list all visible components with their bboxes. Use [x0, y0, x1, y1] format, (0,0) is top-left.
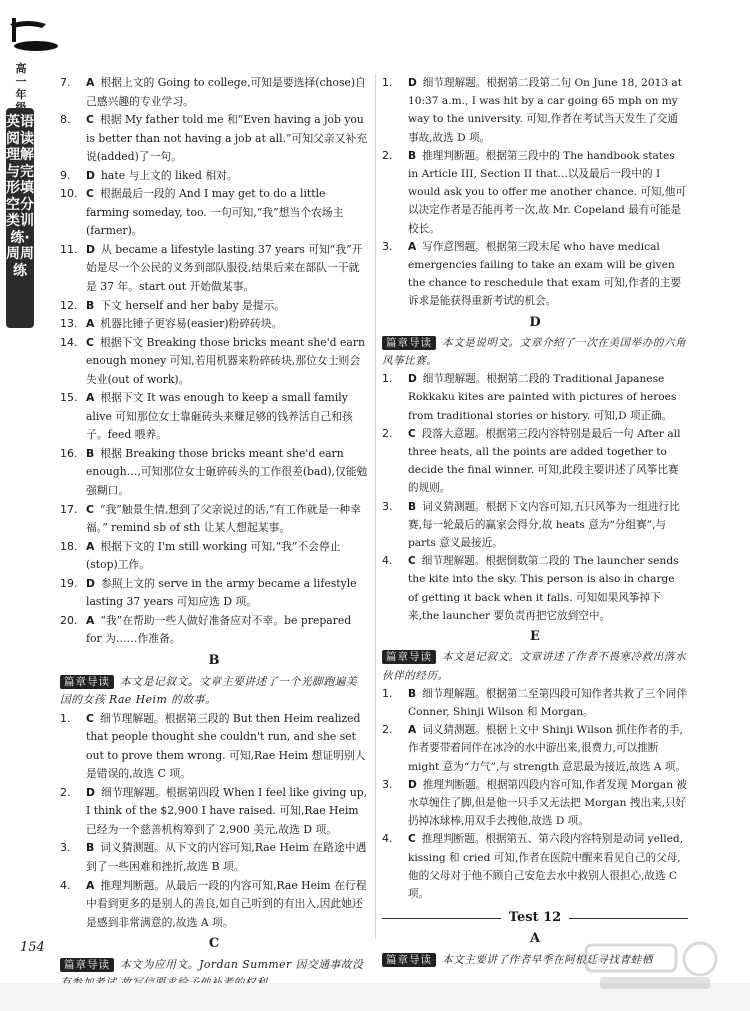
explanation-text: “我”在帮助一些人做好准备应对不幸。be prepared for 为……作准备。	[86, 613, 352, 646]
explanation-text: 细节理解题。根据第四段 When I feel like giving up, I think of the $2,900 I have raised. 可知,Rae Heim 已经为一个慈善机构筹到了 2,900 美元,故选 D 项。	[86, 785, 368, 836]
explanation-text: 根据下文 Breaking those bricks meant she'd earn enough money 可知,若用机器来粉碎砖块,那位女士则会失业(out of work)。	[86, 335, 365, 386]
explanation-text: 细节理解题。根据倒数第二段的 The launcher sends the kite into the sky. This person is also in charge of getting it back when it falls. 可知如果风筝掉下来,the launcher 要负责再把它放到空中。	[408, 555, 679, 622]
answer-letter: A	[86, 391, 95, 405]
guide-badge: 篇章导读	[382, 953, 436, 967]
answer-item	[60, 445, 368, 501]
answer-letter: A	[86, 317, 95, 331]
answer-letter: C	[408, 555, 416, 568]
answer-item	[382, 498, 688, 553]
answer-item	[60, 315, 368, 334]
answer-letter: D	[86, 576, 95, 590]
lamp-logo-icon	[8, 16, 68, 56]
answer-letter: A	[408, 240, 417, 253]
answer-item	[60, 710, 368, 784]
explanation-text: 机器比锤子更容易(easier)粉碎砖块。	[100, 317, 283, 331]
item-number: 3.	[382, 777, 393, 791]
guide-badge: 篇章导读	[382, 336, 436, 350]
answer-letter: B	[86, 841, 95, 855]
item-number: 11.	[60, 242, 78, 256]
series-title: 英语阅读理解与完形填空分类训练·周周练	[6, 108, 34, 328]
item-number: 3.	[382, 239, 393, 253]
explanation-text: 词义猜测题。从下文的内容可知,Rae Heim 在路途中遇到了一些困难和挫折,故选 B 项。	[86, 841, 367, 873]
test-heading	[382, 909, 688, 927]
explanation-text: 从 became a lifestyle lasting 37 years 可知“我”开始是尽一个公民的义务到部队服役,结果后来在部队一干就是 37 年。start out 开始做某事。	[86, 242, 363, 294]
guide-badge: 篇章导读	[60, 675, 114, 689]
section-letter-a: A	[529, 931, 541, 947]
explanation-text: 段落大意题。根据第三段内容特别是最后一句 After all three heats, all the points are added together to decide the final winner. 可知,此段主要讲述了风筝比赛的规则。	[408, 427, 681, 495]
answer-letter: D	[408, 77, 417, 89]
page-number: 154	[20, 940, 45, 955]
answer-letter: B	[408, 149, 417, 162]
answer-item	[382, 147, 688, 238]
explanation-text: 根据 My father told me 和“Even having a job you is better than not having a job at all.”可知父亲又补充说(added)了一句。	[86, 113, 368, 164]
answer-letter: A	[86, 613, 95, 627]
explanation-text: 根据 Breaking those bricks meant she'd earn enough…,可知那位女士砸碎砖头的工作很差(bad),仅能勉强糊口。	[86, 446, 368, 498]
reading-guide-b	[60, 673, 368, 710]
answer-item	[60, 538, 368, 575]
answer-letter: C	[86, 335, 94, 349]
answer-item	[60, 111, 368, 167]
answer-letter: C	[408, 833, 416, 846]
answer-item	[382, 685, 688, 721]
answers-section-e	[382, 685, 688, 903]
explanation-text: 词义猜测题。根据下文内容可知,五只风筝为一组进行比赛,每一轮最后的赢家会得分,故 heats 意为“分组赛”,与 parts 意义最接近。	[408, 500, 680, 550]
answer-item	[382, 425, 688, 498]
explanation-text: 下文 herself and her baby 是提示。	[100, 298, 286, 312]
item-number: 3.	[382, 499, 393, 513]
answer-item	[60, 185, 368, 241]
section-letter-b: B	[208, 652, 220, 668]
answer-item	[382, 552, 688, 625]
explanation-text: 根据下文的 I'm still working 可知,“我”不会停止(stop)工作。	[86, 539, 341, 572]
item-number: 9.	[60, 168, 71, 182]
answer-letter: B	[408, 687, 417, 700]
item-number: 15.	[60, 391, 78, 405]
item-number: 13.	[60, 317, 78, 331]
answer-item	[382, 830, 688, 903]
explanation-text: 细节理解题。根据第二至第四段可知作者共救了三个同伴 Conner, Shinji Wilson 和 Morgan。	[408, 687, 687, 718]
section-letter-d: D	[529, 314, 541, 330]
item-number: 1.	[382, 686, 393, 700]
guide-text: 本文是记叙文。文章讲述了作者不畏寒冷救出落水伙伴的经历。	[382, 651, 687, 682]
item-number: 19.	[60, 576, 78, 590]
item-number: 1.	[382, 76, 393, 89]
column-divider	[375, 74, 376, 939]
guide-text: 本文是记叙文。文章主要讲述了一个光脚跑遍美国的女孩 Rae Heim 的故事。	[60, 674, 358, 707]
answer-letter: C	[86, 187, 94, 201]
answer-item	[60, 334, 368, 390]
item-number: 16.	[60, 446, 78, 460]
reading-guide-d	[382, 334, 688, 370]
answer-letter: C	[408, 427, 416, 440]
watermark-logo-icon	[580, 937, 730, 993]
answer-letter: D	[86, 785, 95, 799]
answer-letter: C	[86, 711, 94, 725]
answer-item	[382, 238, 688, 311]
item-number: 4.	[382, 554, 393, 568]
answer-letter: D	[408, 373, 417, 386]
grade-label: 高一年	[15, 62, 27, 101]
guide-text: 本文为应用文。Jordan Summer 因交通事故没	[120, 957, 364, 971]
answer-item	[60, 389, 368, 445]
answer-item	[60, 241, 368, 297]
item-number: 1.	[382, 372, 393, 386]
item-number: 4.	[60, 878, 71, 892]
item-number: 2.	[382, 148, 393, 162]
answer-letter: C	[86, 113, 94, 127]
explanation-text: 参照上文的 serve in the army became a lifestyle lasting 37 years 可知应选 D 项。	[86, 576, 357, 609]
explanation-text: 写作意图题。根据第三段末尾 who have medical emergencies failing to take an exam will be given the chance to reschedule that exam 可知,作者的主要诉求是能获得重新考试的机会。	[408, 240, 682, 308]
guide-badge: 篇章导读	[60, 958, 114, 972]
answer-item	[382, 776, 688, 831]
answers-section-d	[382, 370, 688, 625]
answer-letter: B	[86, 298, 95, 312]
test-title: Test 12	[508, 910, 562, 926]
item-number: 4.	[382, 832, 393, 846]
answer-item	[60, 784, 368, 840]
answer-item	[60, 612, 368, 649]
item-number: 20.	[60, 613, 78, 627]
answer-letter: D	[408, 778, 417, 791]
guide-text: 本文是说明文。文章介绍了一次在美国举办的六角风筝比赛。	[382, 336, 687, 368]
item-number: 17.	[60, 502, 78, 516]
item-number: 2.	[382, 426, 393, 440]
item-number: 3.	[60, 841, 71, 855]
guide-badge: 篇章导读	[382, 650, 436, 664]
answer-letter: D	[86, 242, 95, 256]
item-number: 1.	[60, 711, 71, 725]
guide-text: 本文主要讲了作者早季在阿根廷寻找青蛙栖	[442, 953, 653, 966]
item-number: 8.	[60, 113, 71, 127]
heading-rule	[382, 918, 501, 919]
answer-item	[60, 297, 368, 316]
item-number: 14.	[60, 335, 78, 349]
explanation-text: 推理判断题。根据第五、第六段内容特别是动词 yelled, kissing 和 cried 可知,作者在医院中醒来看见自己的父母,他的父母对于他不顾自己安危去水中救别人很担心,故选 C 项。	[408, 833, 684, 900]
explanation-text: 词义猜测题。根据上文中 Shinji Wilson 抓住作者的手,作者要带着同伴在冰冷的水中游出来,很费力,可以推断 might 意为“力气”,与 strength 意思最为接近,故选 A 项。	[408, 724, 686, 773]
answers-section-c	[382, 74, 688, 311]
answer-letter: A	[86, 539, 95, 553]
answers-section-b	[60, 710, 368, 933]
explanation-text: 根据上文的 Going to college,可知是要选择(chose)自己感兴趣的专业学习。	[86, 76, 366, 108]
right-column	[382, 74, 688, 969]
answer-letter: B	[86, 446, 95, 460]
item-number: 10.	[60, 187, 78, 201]
answer-item	[60, 501, 368, 538]
answer-letter: D	[86, 168, 95, 182]
explanation-text: 推理判断题。根据第三段中的 The handbook states in Article III, Section II that…以及最后一段中的 I would ask you to offer me another chance. 可知,他可以决定作者是否能再考一次,故 Mr. Copeland 最有可能是校长。	[408, 149, 687, 235]
explanation-text: 根据最后一段的 And I may get to do a little farming someday, too. 一句可知,“我”想当个农场主(farmer)。	[86, 187, 344, 238]
explanation-text: 推理判断题。从最后一段的内容可知,Rae Heim 在行程中看到更多的是别人的善良,如自己听到的有出入,因此她还是感到非常满意的,故选 A 项。	[86, 878, 367, 929]
item-number: 18.	[60, 539, 78, 553]
answer-item	[60, 167, 368, 186]
answer-item	[60, 839, 368, 876]
heading-rule	[569, 918, 688, 919]
explanation-text: “我”触景生情,想到了父亲说过的话,“有工作就是一种幸福。” remind sb of sth 让某人想起某事。	[86, 502, 361, 535]
item-number: 7.	[60, 76, 71, 89]
item-number: 2.	[60, 785, 71, 799]
explanation-text: hate 与上文的 liked 相对。	[100, 168, 238, 182]
answer-letter: A	[86, 76, 95, 89]
answer-item	[382, 721, 688, 776]
answers-test11-a	[60, 74, 368, 649]
section-letter-e: E	[530, 629, 540, 645]
answer-letter: A	[86, 878, 95, 892]
answer-letter: B	[408, 500, 417, 513]
explanation-text: 细节理解题。根据第二段的 Traditional Japanese Rokkaku kites are painted with pictures of heroes from traditional stories or history. 可知,D 项正确。	[408, 373, 677, 422]
answer-item	[60, 575, 368, 612]
section-letter-c: C	[208, 936, 220, 952]
explanation-text: 细节理解题。根据第二段第二句 On June 18, 2013 at 10:37 a.m., I was hit by a car going 65 mph on my way to the university. 可知,作者在考试当天发生了交通事故,故选 D 项。	[408, 77, 682, 144]
reading-guide-e	[382, 648, 688, 684]
item-number: 12.	[60, 298, 78, 312]
item-number: 2.	[382, 723, 393, 737]
answer-item	[382, 74, 688, 147]
explanation-text: 细节理解题。根据第三段的 But then Heim realized that people thought she couldn't run, and she set out to prove them wrong. 可知,Rae Heim 想证明别人是错误的,故选 C 项。	[86, 711, 366, 781]
explanation-text: 根据下文 It was enough to keep a small family alive 可知那位女士靠砸砖头来赚足够的钱养活自己和孩子。feed 喂养。	[86, 391, 353, 442]
answer-item	[60, 877, 368, 933]
answer-item	[60, 74, 368, 111]
answer-item	[382, 370, 688, 425]
left-column	[60, 74, 368, 993]
answer-letter: A	[408, 724, 417, 737]
answer-letter: C	[86, 502, 94, 516]
explanation-text: 推理判断题。根据第四段内容可知,作者发现 Morgan 被水草缠住了脚,但是他一只手又无法把 Morgan 拽出来,只好扔掉冰球棒,用双手去拽他,故选 D 项。	[408, 778, 687, 828]
